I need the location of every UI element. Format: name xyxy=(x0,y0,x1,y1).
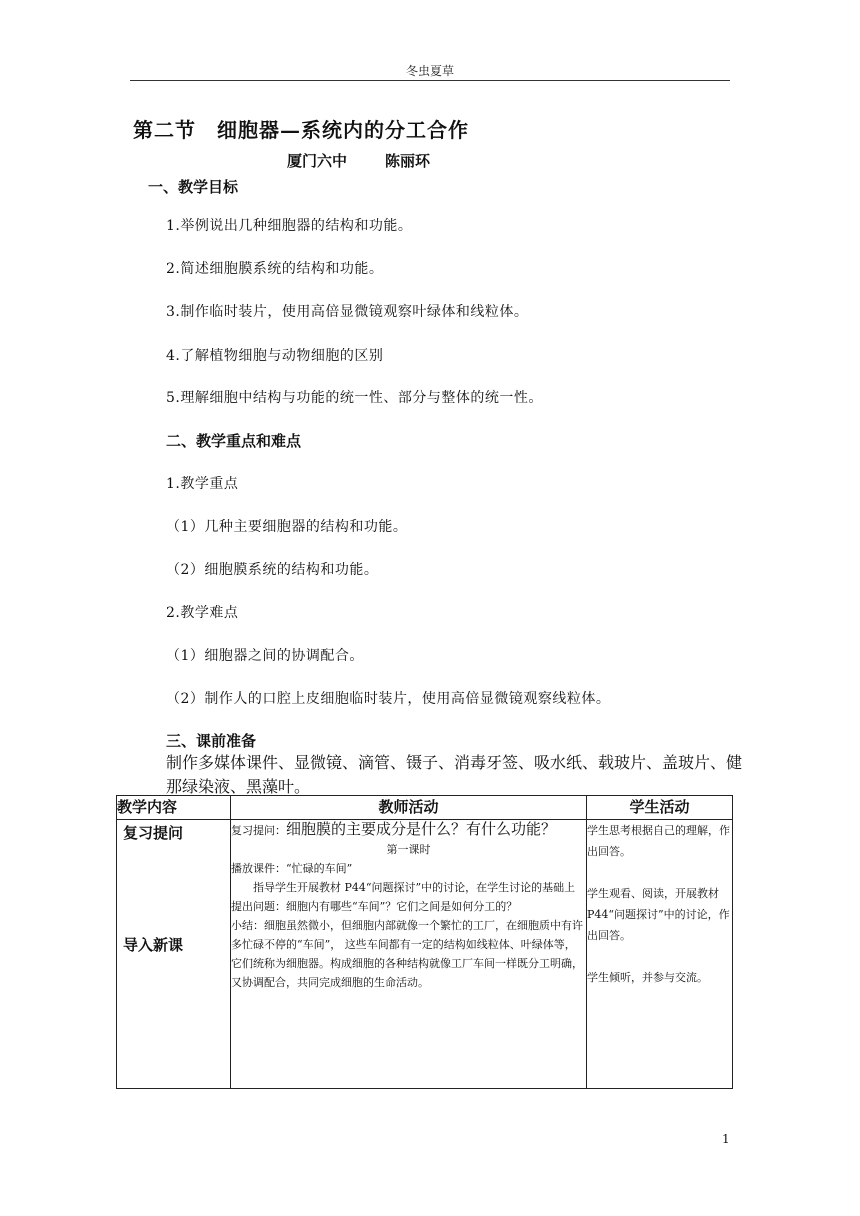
teacher-activity-cell xyxy=(231,820,587,1089)
column-header: 教学内容 xyxy=(117,796,231,820)
table-row xyxy=(117,820,733,1089)
objective-item: 3.制作临时装片，使用高倍显微镜观察叶绿体和线粒体。 xyxy=(166,304,529,320)
content-label-review: 复习提问 xyxy=(123,824,184,842)
subheading-difficulty: 2.教学难点 xyxy=(166,605,239,621)
column-header: 学生活动 xyxy=(587,796,733,820)
objective-item: 5.理解细胞中结构与功能的统一性、部分与整体的统一性。 xyxy=(166,390,543,406)
header-rule xyxy=(130,80,730,81)
content-label-intro: 导入新课 xyxy=(123,936,184,954)
student-activity: 学生倾听，并参与交流。 xyxy=(587,971,708,984)
section-heading-preparation: 三、课前准备 xyxy=(166,732,257,750)
guide-discussion: 指导学生开展教材 P44“问题探讨”中的讨论，在学生讨论的基础上提出问题：细胞内有哪些“车间”？它们之间是如何分工的？ xyxy=(231,881,576,913)
section-heading-objectives: 一、教学目标 xyxy=(148,178,239,196)
objective-item: 2.简述细胞膜系统的结构和功能。 xyxy=(166,261,384,277)
subheading-key: 1.教学重点 xyxy=(166,476,239,492)
author-name: 陈丽环 xyxy=(385,152,431,170)
page-number: 1 xyxy=(722,1132,730,1146)
student-activity-cell xyxy=(587,820,733,1089)
column-header: 教师活动 xyxy=(231,796,587,820)
difficulty-item: （1）细胞器之间的协调配合。 xyxy=(166,648,364,664)
section-heading-key-points: 二、教学重点和难点 xyxy=(166,432,302,450)
review-question-text: 细胞膜的主要成分是什么？有什么功能？ xyxy=(286,820,557,838)
review-prefix: 复习提问： xyxy=(231,824,286,837)
review-question xyxy=(231,820,586,840)
document-title: 第二节 细胞器—系统内的分工合作 xyxy=(133,118,469,142)
objective-item: 4.了解植物细胞与动物细胞的区别 xyxy=(166,348,384,364)
student-activity: 学生思考根据自己的理解，作出回答。 xyxy=(587,824,730,858)
lesson-period-label: 第一课时 xyxy=(386,843,431,856)
play-courseware: 播放课件：“忙碌的车间” xyxy=(231,862,353,875)
author-line xyxy=(287,150,430,171)
summary-text: 小结：细胞虽然微小，但细胞内部就像一个繁忙的工厂，在细胞质中有许多忙碌不停的“车间”， 这些车间都有一定的结构如线粒体、叶绿体等，它们统称为细胞器。构成细胞的各种结构就像工厂车间一样既分工明确，又协调配合，共同完成细胞的生命活动。 xyxy=(231,919,583,989)
difficulty-item: （2）制作人的口腔上皮细胞临时装片，使用高倍显微镜观察线粒体。 xyxy=(166,691,611,707)
page-header: 冬虫夏草 xyxy=(405,64,454,78)
content-cell xyxy=(117,820,231,1089)
table-header-row xyxy=(117,796,733,820)
preparation-text: 制作多媒体课件、显微镜、滴管、镊子、消毒牙签、吸水纸、载玻片、盖玻片、健那绿染液、黑藻叶。 xyxy=(166,753,743,796)
key-item: （1）几种主要细胞器的结构和功能。 xyxy=(166,519,408,535)
lesson-table xyxy=(116,795,733,1089)
student-activity: 学生观看、阅读，开展教材 P44“问题探讨”中的讨论，作出回答。 xyxy=(587,887,730,942)
key-item: （2）细胞膜系统的结构和功能。 xyxy=(166,562,379,578)
objective-item: 1.举例说出几种细胞器的结构和功能。 xyxy=(166,218,413,234)
author-school: 厦门六中 xyxy=(287,152,348,170)
